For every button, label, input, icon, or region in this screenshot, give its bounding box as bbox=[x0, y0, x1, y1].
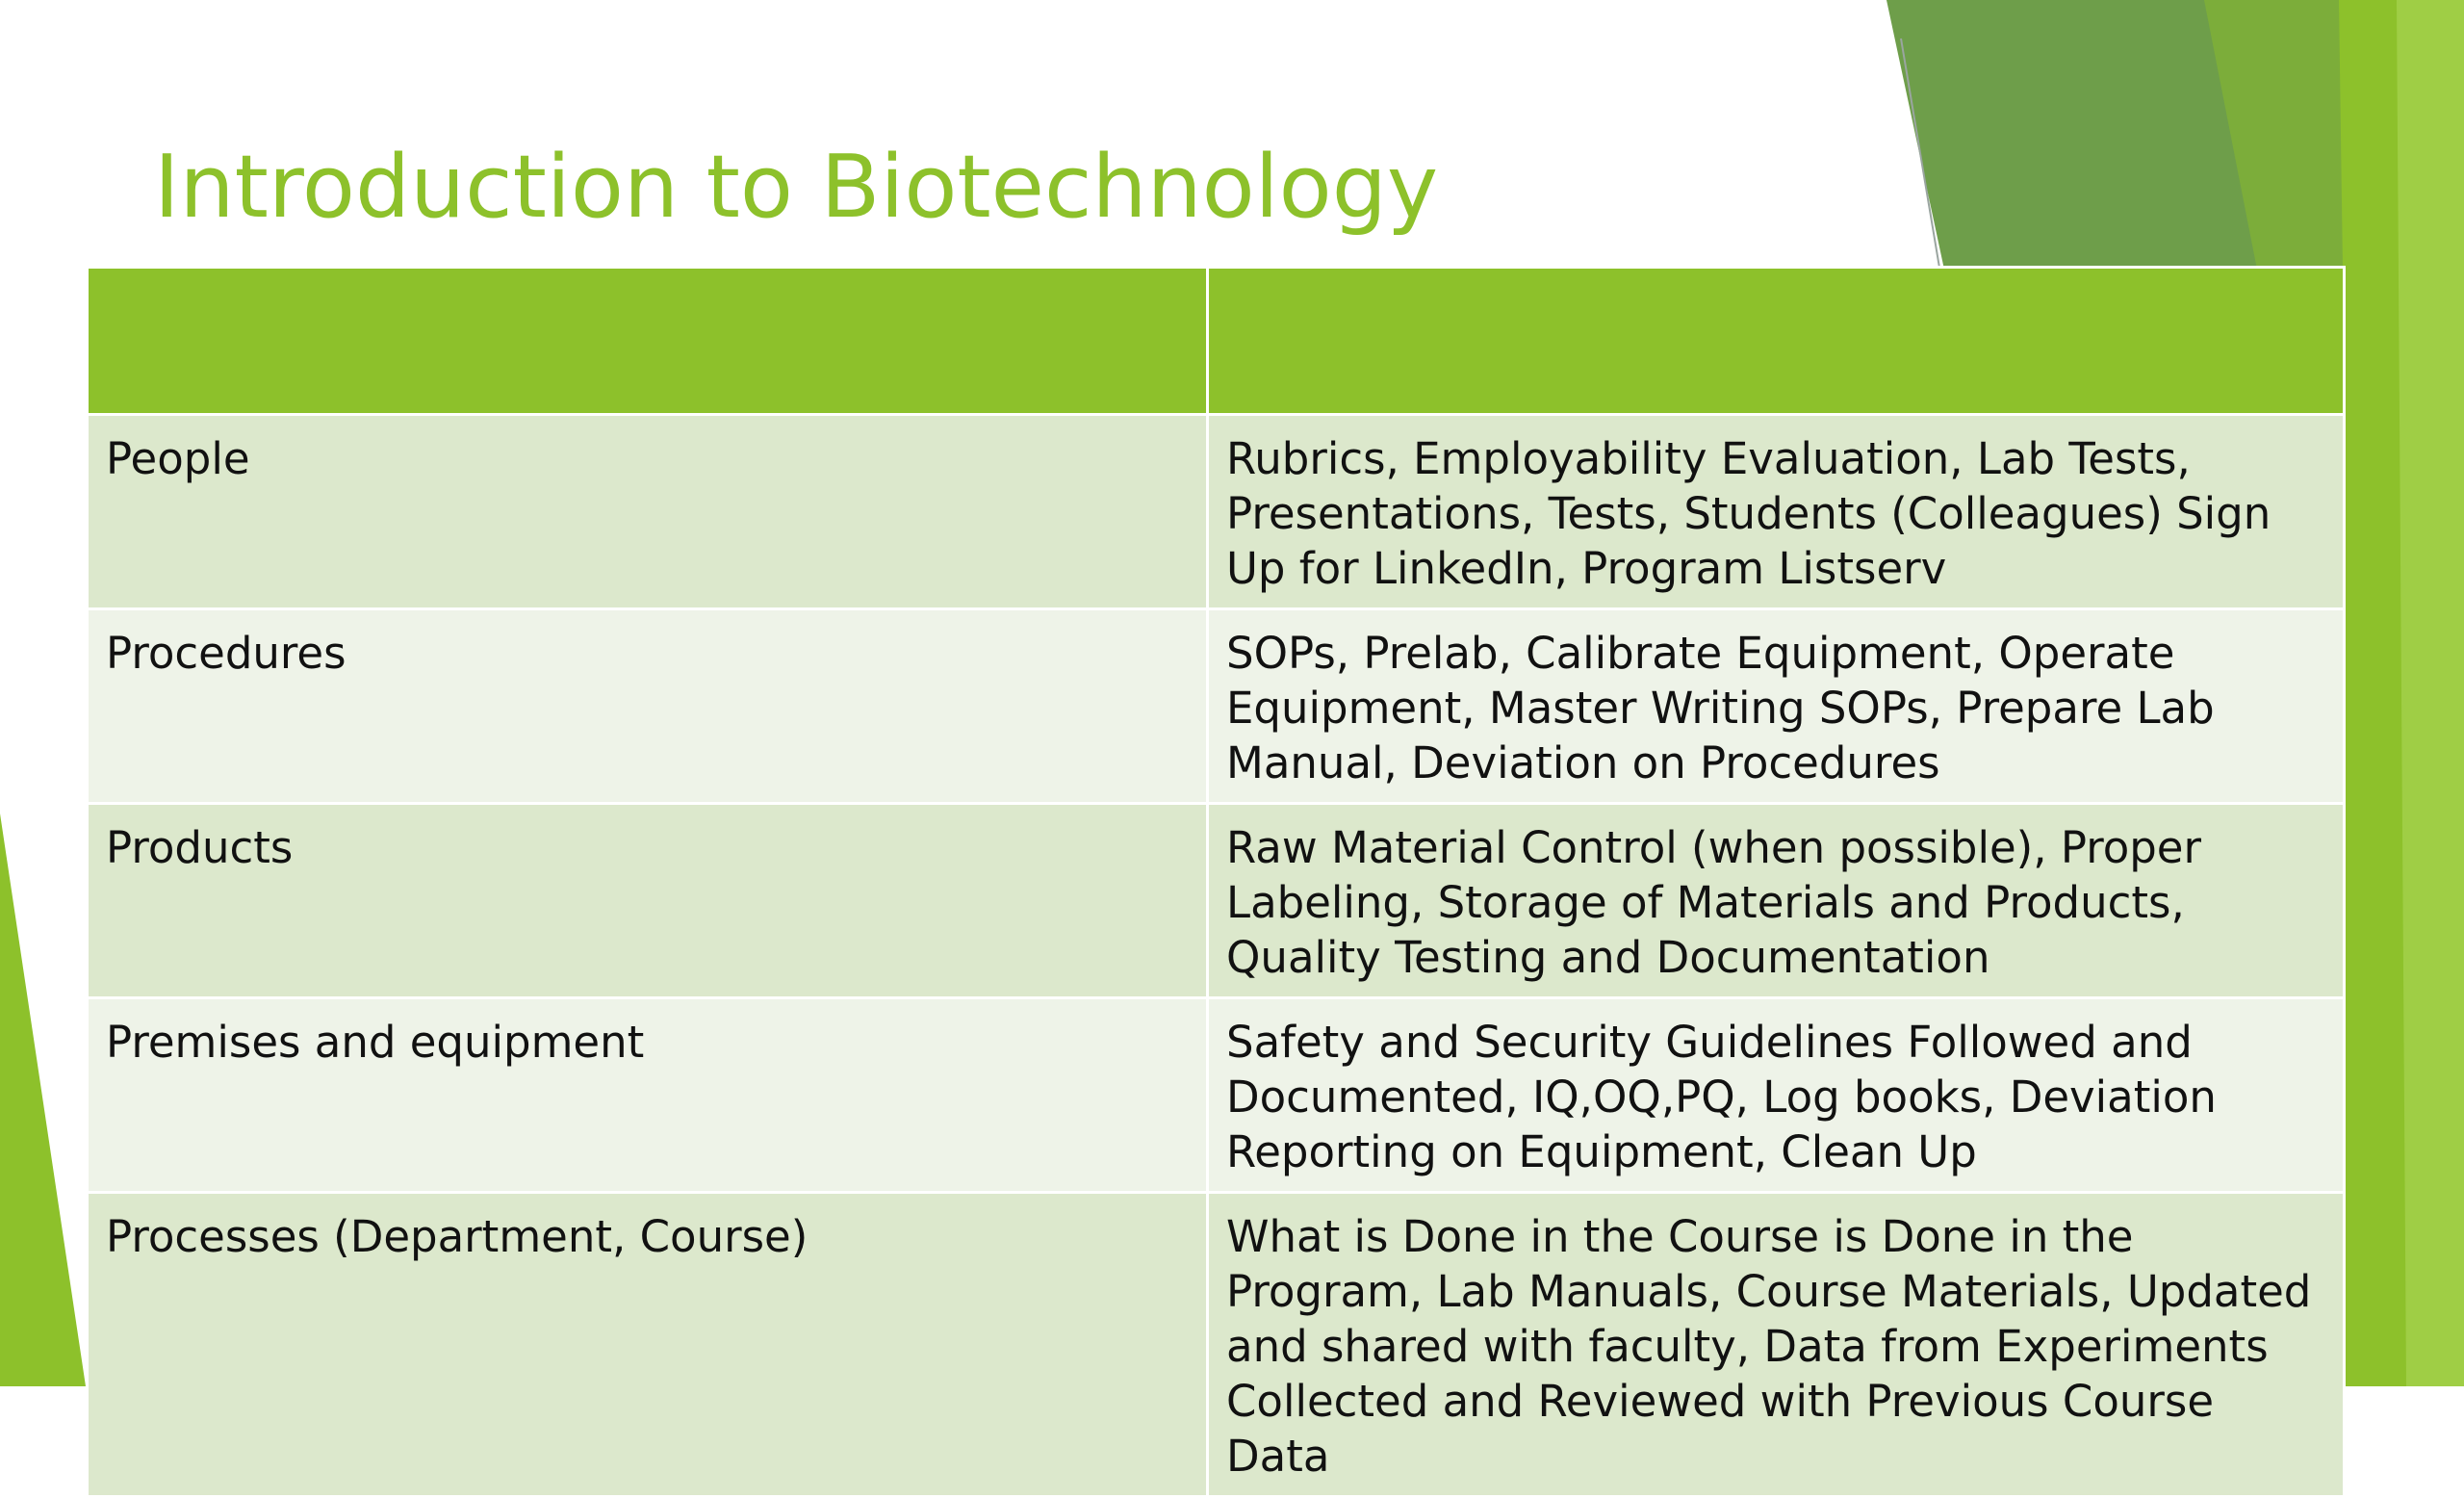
row-label: Products bbox=[88, 804, 1208, 998]
row-detail: Rubrics, Employability Evaluation, Lab Tests, Presentations, Tests, Students (Colleagues) Sign Up for LinkedIn, Program Listserv bbox=[1208, 415, 2345, 609]
table-row bbox=[88, 804, 2345, 998]
row-label: Processes (Department, Course) bbox=[88, 1193, 1208, 1497]
table-row bbox=[88, 415, 2345, 609]
content-table bbox=[86, 266, 2346, 1498]
row-label: People bbox=[88, 415, 1208, 609]
right-accent-edge bbox=[2397, 0, 2464, 1386]
left-accent-strip bbox=[0, 814, 86, 1386]
slide-title: Introduction to Biotechnology bbox=[154, 137, 1439, 238]
table-header-row bbox=[88, 268, 2345, 415]
table-row bbox=[88, 609, 2345, 804]
row-label: Procedures bbox=[88, 609, 1208, 804]
row-detail: What is Done in the Course is Done in the Program, Lab Manuals, Course Materials, Updated and shared with faculty, Data from Experiments Collected and Reviewed with Previous Course Data bbox=[1208, 1193, 2345, 1497]
table-header-cell bbox=[1208, 268, 2345, 415]
table-row bbox=[88, 998, 2345, 1193]
row-detail: Safety and Security Guidelines Followed and Documented, IQ,OQ,PQ, Log books, Deviation Reporting on Equipment, Clean Up bbox=[1208, 998, 2345, 1193]
row-detail: Raw Material Control (when possible), Proper Labeling, Storage of Materials and Products, Quality Testing and Documentation bbox=[1208, 804, 2345, 998]
row-detail: SOPs, Prelab, Calibrate Equipment, Operate Equipment, Master Writing SOPs, Prepare Lab Manual, Deviation on Procedures bbox=[1208, 609, 2345, 804]
table-row bbox=[88, 1193, 2345, 1497]
row-label: Premises and equipment bbox=[88, 998, 1208, 1193]
table-header-cell bbox=[88, 268, 1208, 415]
right-accent-dark bbox=[1886, 0, 2257, 270]
